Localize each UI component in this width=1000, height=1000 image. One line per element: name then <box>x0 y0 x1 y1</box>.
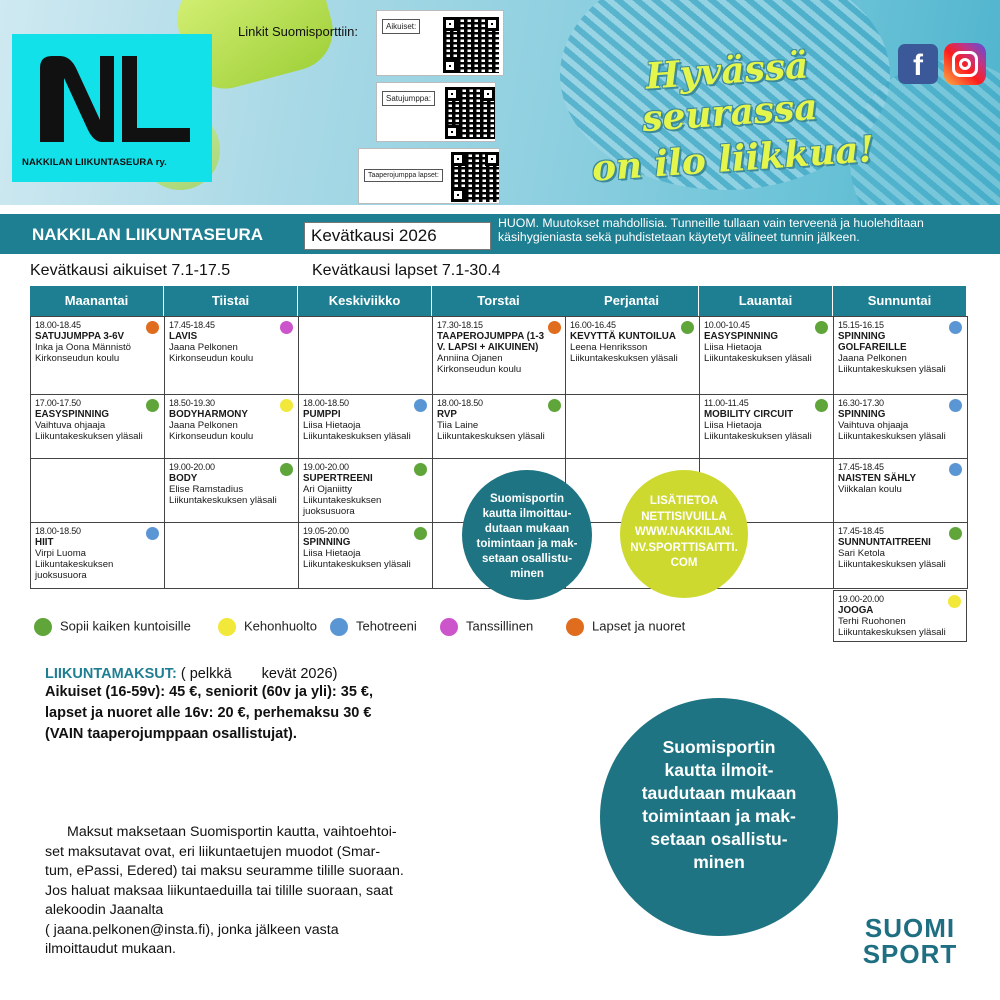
legend-dot <box>218 618 236 636</box>
class-entry[interactable] <box>169 398 277 442</box>
class-instructor: Anniina Ojanen <box>437 353 503 364</box>
class-name: PUMPPI <box>303 409 341 420</box>
legend-item <box>330 618 417 636</box>
class-instructor: Terhi Ruohonen <box>838 616 906 627</box>
category-dot <box>280 463 293 476</box>
class-location: Kirkonseudun koulu <box>35 353 120 364</box>
schedule-cell <box>298 394 433 459</box>
class-time: 17.30-18.15 <box>437 320 483 330</box>
class-entry[interactable] <box>35 526 143 581</box>
schedule-cell <box>30 458 165 523</box>
category-dot <box>949 527 962 540</box>
class-location: Liikuntakeskuksen yläsali <box>35 431 143 442</box>
class-location: Liikuntakeskuksen yläsali <box>437 431 545 442</box>
schedule-cell <box>164 316 299 395</box>
circle-text-line: WWW.NAKKILAN. <box>634 526 734 538</box>
class-name: SUNNUNTAITREENI <box>838 537 931 548</box>
circle-text-line: LISÄTIETOA <box>649 495 719 507</box>
legend-item <box>440 618 533 636</box>
class-name: RVP <box>437 409 457 420</box>
qr-label: Satujumppa: <box>382 91 435 106</box>
fees-title: LIIKUNTAMAKSUT: <box>45 666 177 682</box>
fee-line: lapset ja nuoret alle 16v: 20 €, perhemaksu 30 € <box>45 705 372 721</box>
notice-text: HUOM. Muutokset mahdollisia. Tunneille tullaan vain terveenä ja huolehditaan käsihygieniasta sekä puhdistetaan käytetyt välineet tunnin jälkeen. <box>498 216 924 244</box>
nl-logo-icon <box>30 50 195 150</box>
class-time: 16.00-16.45 <box>570 320 616 330</box>
class-time: 16.30-17.30 <box>838 398 884 408</box>
class-time: 19.00-20.00 <box>169 462 215 472</box>
schedule-cell <box>298 522 433 589</box>
class-name: SPINNING <box>838 409 886 420</box>
class-time: 18.00-18.45 <box>35 320 81 330</box>
circle-text-line: kautta ilmoit- <box>664 760 774 780</box>
qr-code-icon[interactable] <box>451 152 499 202</box>
schedule-cell <box>164 458 299 523</box>
circle-text-line: setaan osallistu- <box>650 829 788 849</box>
class-entry[interactable] <box>303 526 411 570</box>
class-instructor: Elise Ramstadius <box>169 484 244 495</box>
legend-label: Kehonhuolto <box>244 618 318 634</box>
legend-dot <box>330 618 348 636</box>
qr-label: Aikuiset: <box>382 19 420 34</box>
class-instructor: Jaana Pelkonen <box>169 420 238 431</box>
brand-line-2: SPORT <box>862 939 958 969</box>
schedule-cell <box>699 394 834 459</box>
schedule-cell <box>164 522 299 589</box>
class-entry[interactable] <box>303 398 411 442</box>
day-header: Tiistai <box>164 286 298 316</box>
class-entry[interactable] <box>838 320 946 375</box>
slogan <box>551 38 909 192</box>
class-instructor: Jaana Pelkonen <box>169 342 238 353</box>
class-time: 17.00-17.50 <box>35 398 81 408</box>
class-location: Kirkonseudun koulu <box>437 364 522 375</box>
legend-label: Tanssillinen <box>466 618 534 634</box>
class-location: Liikuntakeskuksen yläsali <box>169 495 277 506</box>
class-location: Liikuntakeskuksen yläsali <box>838 431 946 442</box>
class-location: Liikuntakeskuksen yläsali <box>838 559 946 570</box>
club-logo-name: NAKKILAN LIIKUNTASEURA ry. <box>22 157 167 168</box>
fees-note-b: kevät 2026) <box>261 666 338 682</box>
suomisport-info-circle-large <box>600 698 838 936</box>
class-location: Liikuntakeskuksen juoksusuora <box>35 559 114 581</box>
category-dot <box>548 399 561 412</box>
class-time: 15.15-16.15 <box>838 320 884 330</box>
circle-text-line: COM <box>670 557 698 569</box>
instagram-icon[interactable] <box>944 43 986 85</box>
circle-text-line: Suomisportin <box>489 493 565 505</box>
payment-line: Jos haluat maksaa liikuntaeduilla tai tilille suoraan, saat <box>45 882 393 899</box>
qr-code-icon[interactable] <box>445 87 495 139</box>
circle-text-line: dutaan mukaan <box>484 523 570 535</box>
class-time: 11.00-11.45 <box>704 398 749 408</box>
category-dot <box>414 527 427 540</box>
class-instructor: Leena Henriksson <box>570 342 648 353</box>
category-dot <box>548 321 561 334</box>
legend-item <box>34 618 191 636</box>
circle-text-line: toimintaan ja mak- <box>476 538 578 550</box>
schedule-cell <box>432 316 567 395</box>
class-entry[interactable] <box>35 398 143 442</box>
schedule-cell <box>164 394 299 459</box>
day-header: Perjantai <box>565 286 699 316</box>
facebook-icon[interactable]: f <box>898 44 938 84</box>
day-header: Maanantai <box>30 286 164 316</box>
class-instructor: Viikkalan koulu <box>838 484 902 495</box>
class-entry[interactable] <box>35 320 143 364</box>
class-name: BODYHARMONY <box>169 409 248 420</box>
schedule-cell-sunday-extra <box>833 590 967 642</box>
class-time: 19.05-20.00 <box>303 526 349 536</box>
class-location: Liikuntakeskuksen yläsali <box>838 627 946 638</box>
qr-label: Taaperojumppa lapset: <box>364 169 443 182</box>
circle-text-line: minen <box>693 852 745 872</box>
class-instructor: Liisa Hietaoja <box>704 420 762 431</box>
class-instructor: Virpi Luoma <box>35 548 87 559</box>
category-dot <box>414 463 427 476</box>
day-header: Torstai <box>432 286 566 316</box>
schedule-cell <box>30 394 165 459</box>
circle-text-line: minen <box>510 568 544 580</box>
class-name: EASYSPINNING <box>704 331 779 342</box>
category-dot <box>949 321 962 334</box>
more-info-circle[interactable] <box>620 470 748 598</box>
class-location: Liikuntakeskuksen yläsali <box>838 364 946 375</box>
day-header: Lauantai <box>699 286 833 316</box>
category-dot <box>146 399 159 412</box>
payment-line: tum, ePassi, Edered) tai maksu seuramme tilille suoraan. <box>45 863 404 879</box>
category-dot <box>815 321 828 334</box>
class-name: SATUJUMPPA 3-6V <box>35 331 125 342</box>
category-dot <box>146 321 159 334</box>
class-instructor: Sari Ketola <box>838 548 885 559</box>
class-entry[interactable] <box>570 320 678 364</box>
schedule-cell <box>432 394 567 459</box>
payment-info <box>45 823 485 960</box>
class-time: 18.00-18.50 <box>303 398 349 408</box>
fee-line: Aikuiset (16-59v): 45 €, seniorit (60v ja yli): 35 €, <box>45 684 374 700</box>
legend-item <box>218 618 317 636</box>
legend-label: Tehotreeni <box>356 618 417 634</box>
club-logo <box>12 34 212 182</box>
schedule-cell <box>833 458 968 523</box>
circle-text-line: taudutaan mukaan <box>641 783 797 803</box>
payment-line: alekoodin Jaanalta <box>45 902 164 918</box>
class-entry[interactable] <box>169 462 277 506</box>
class-time: 18.50-19.30 <box>169 398 215 408</box>
category-dot <box>681 321 694 334</box>
legend-dot <box>440 618 458 636</box>
class-name: SUPERTREENI <box>303 473 373 484</box>
circle-text-line: Suomisportin <box>662 737 776 757</box>
class-entry[interactable] <box>838 594 946 638</box>
class-entry[interactable] <box>704 398 812 442</box>
class-time: 17.45-18.45 <box>838 462 884 472</box>
class-location: Liikuntakeskuksen yläsali <box>704 431 812 442</box>
circle-text-line: toimintaan ja mak- <box>642 806 796 826</box>
class-location: Liikuntakeskuksen yläsali <box>303 559 411 570</box>
schedule-cell <box>833 522 968 589</box>
class-location: Liikuntakeskuksen juoksusuora <box>303 495 382 517</box>
class-name: LAVIS <box>169 331 198 342</box>
circle-text-line: NETTISIVUILLA <box>641 510 727 523</box>
qr-card-satujumppa[interactable] <box>376 82 496 142</box>
class-time: 17.45-18.45 <box>169 320 215 330</box>
circle-text-line: NV.SPORTTISAITTI. <box>630 541 738 554</box>
class-entry[interactable] <box>704 320 812 364</box>
category-dot <box>815 399 828 412</box>
class-name: NAISTEN SÄHLY <box>838 473 917 484</box>
class-time: 19.00-20.00 <box>838 594 884 604</box>
class-name: EASYSPINNING <box>35 409 110 420</box>
class-instructor: Ari Ojaniitty <box>303 484 353 495</box>
class-name: BODY <box>169 473 198 484</box>
org-name: NAKKILAN LIIKUNTASEURA <box>32 225 264 244</box>
suomisport-logo <box>855 915 965 967</box>
category-dot <box>949 463 962 476</box>
class-entry[interactable] <box>437 320 545 375</box>
suomisport-info-circle-small <box>462 470 592 600</box>
schedule-cell <box>833 394 968 459</box>
legend-item <box>566 618 685 636</box>
class-entry[interactable] <box>838 462 946 495</box>
category-dot <box>414 399 427 412</box>
category-dot <box>948 595 961 608</box>
payment-line: set maksutavat ovat, eri liikuntaetujen muodot (Smar- <box>45 843 381 860</box>
category-dot <box>146 527 159 540</box>
schedule-cell <box>298 458 433 523</box>
fees-heading <box>45 666 465 682</box>
schedule-cell <box>298 316 433 395</box>
links-label: Linkit Suomisporttiin: <box>238 24 358 39</box>
class-name: SPINNING GOLFAREILLE <box>838 331 907 353</box>
payment-line: ilmoittaudut mukaan. <box>45 941 176 957</box>
schedule-cell <box>30 316 165 395</box>
fee-line: (VAIN taaperojumppaan osallistujat). <box>45 726 297 742</box>
class-time: 10.00-10.45 <box>704 320 750 330</box>
class-name: JOOGA <box>838 605 874 616</box>
class-location: Kirkonseudun koulu <box>169 431 254 442</box>
class-instructor: Inka ja Oona Männistö <box>35 342 131 353</box>
schedule-cell <box>565 394 700 459</box>
season-label: Kevätkausi 2026 <box>304 222 491 250</box>
fees-note-a: ( pelkkä <box>180 666 232 682</box>
schedule-cell <box>833 316 968 395</box>
qr-card-taaperojumppa[interactable] <box>358 148 500 204</box>
payment-line: ( jaana.pelkonen@insta.fi), jonka jälkeen vasta <box>45 921 339 938</box>
class-time: 17.45-18.45 <box>838 526 884 536</box>
slogan-line-1: Hyvässä seurassa <box>640 44 819 141</box>
season-adults: Kevätkausi aikuiset 7.1-17.5 <box>30 262 231 279</box>
class-instructor: Vaihtuva ohjaaja <box>838 420 909 431</box>
fees-section <box>45 666 465 745</box>
legend-dot <box>566 618 584 636</box>
day-header: Sunnuntai <box>833 286 967 316</box>
class-instructor: Jaana Pelkonen <box>838 353 907 364</box>
class-instructor: Tiia Laine <box>437 420 479 431</box>
class-entry[interactable] <box>838 526 946 570</box>
payment-line: Maksut maksetaan Suomisportin kautta, vaihtoehtoi- <box>67 824 397 840</box>
class-instructor: Liisa Hietaoja <box>704 342 762 353</box>
class-entry[interactable] <box>169 320 277 364</box>
class-instructor: Vaihtuva ohjaaja <box>35 420 106 431</box>
circle-text-line: kautta ilmoittau- <box>482 508 572 520</box>
class-location: Liikuntakeskuksen yläsali <box>303 431 411 442</box>
legend-dot <box>34 618 52 636</box>
class-location: Liikuntakeskuksen yläsali <box>704 353 812 364</box>
class-time: 19.00-20.00 <box>303 462 349 472</box>
class-location: Liikuntakeskuksen yläsali <box>570 353 678 364</box>
class-entry[interactable] <box>838 398 946 442</box>
class-time: 18.00-18.50 <box>35 526 81 536</box>
category-dot <box>280 321 293 334</box>
class-name: HIIT <box>35 537 54 548</box>
day-header: Keskiviikko <box>298 286 432 316</box>
class-location: Kirkonseudun koulu <box>169 353 254 364</box>
class-time: 18.00-18.50 <box>437 398 483 408</box>
class-instructor: Liisa Hietaoja <box>303 548 361 559</box>
circle-text-line: setaan osallistu- <box>481 553 573 565</box>
class-name: KEVYTTÄ KUNTOILUA <box>570 331 676 342</box>
class-entry[interactable] <box>303 462 411 517</box>
class-instructor: Liisa Hietaoja <box>303 420 361 431</box>
class-name: MOBILITY CIRCUIT <box>704 409 794 420</box>
class-name: SPINNING <box>303 537 351 548</box>
brand-line-1: SUOMI <box>864 913 956 943</box>
schedule-cell <box>30 522 165 589</box>
qr-code-icon[interactable] <box>443 17 499 73</box>
slogan-line-2: on ilo liikkua! <box>590 128 876 190</box>
qr-card-adults[interactable] <box>376 10 504 76</box>
legend-label: Lapset ja nuoret <box>592 618 686 634</box>
season-kids: Kevätkausi lapset 7.1-30.4 <box>312 262 501 279</box>
legend-label: Sopii kaiken kuntoisille <box>60 618 191 634</box>
class-name: TAAPEROJUMPPA (1-3 V. LAPSI + AIKUINEN) <box>437 331 545 353</box>
category-dot <box>949 399 962 412</box>
schedule-cell <box>699 316 834 395</box>
class-entry[interactable] <box>437 398 545 442</box>
schedule-cell <box>565 316 700 395</box>
category-dot <box>280 399 293 412</box>
header-banner <box>0 0 1000 205</box>
